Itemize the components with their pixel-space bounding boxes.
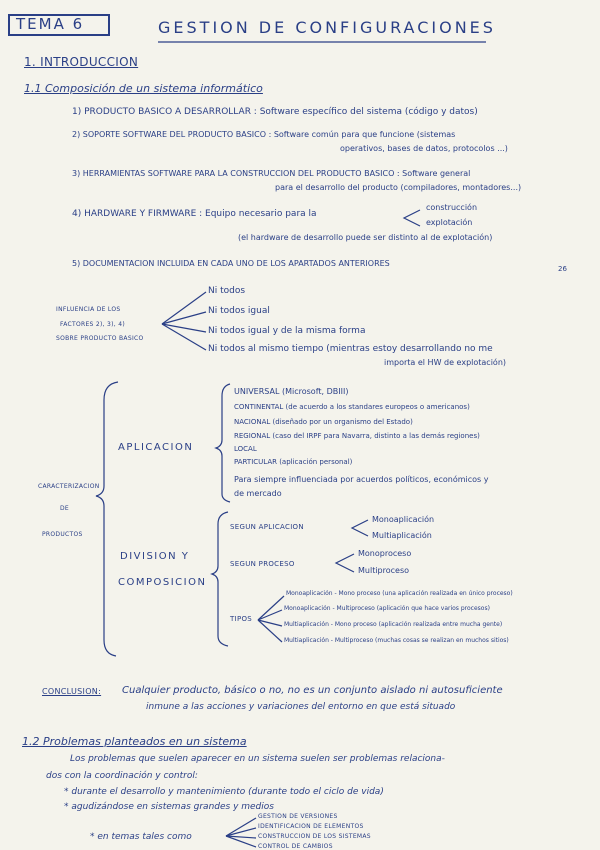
item-4-construccion: construcción bbox=[426, 203, 478, 212]
tipos-item-1: Monoaplicación - Mono proceso (una aplicación realizada en único proceso) bbox=[286, 590, 513, 597]
section-heading-introduccion: 1. INTRODUCCION bbox=[24, 55, 139, 69]
section12-bullet-2: * agudizándose en sistemas grandes y medios bbox=[64, 802, 274, 812]
influencia-label-1: INFLUENCIA DE LOS bbox=[56, 306, 121, 313]
tipos-label: TIPOS bbox=[230, 615, 253, 623]
temas-line-2 bbox=[226, 828, 256, 836]
aplicacion-regional: REGIONAL (caso del IRPF para Navarra, distinto a las demás regiones) bbox=[234, 432, 480, 440]
division-heading-1: DIVISION Y bbox=[120, 551, 190, 562]
item4-bracket bbox=[404, 210, 420, 226]
item-4: 4) HARDWARE Y FIRMWARE : Equipo necesario para la bbox=[72, 209, 317, 219]
tipos-item-4: Multiaplicación - Multiproceso (muchas cosas se realizan en muchos sitios) bbox=[284, 637, 509, 644]
influencia-line-1 bbox=[162, 292, 206, 324]
section12-bullet-1: * durante el desarrollo y mantenimiento (durante todo el ciclo de vida) bbox=[64, 787, 384, 797]
section12-bullet-3: * en temas tales como bbox=[90, 832, 192, 842]
caracterizacion-label-2: DE bbox=[60, 505, 70, 512]
tipos-line-2 bbox=[258, 610, 282, 620]
aplicacion-heading: APLICACION bbox=[118, 442, 194, 453]
tema-gestion-versiones: GESTION DE VERSIONES bbox=[258, 813, 338, 820]
influencia-option-4-cont: importa el HW de explotación) bbox=[384, 358, 507, 367]
item-3: 3) HERRAMIENTAS SOFTWARE PARA LA CONSTRUCCION DEL PRODUCTO BASICO : Software general bbox=[72, 169, 471, 178]
influencia-line-2 bbox=[162, 312, 206, 324]
segun-aplicacion-multi: Multiaplicación bbox=[372, 531, 432, 540]
temas-line-1 bbox=[226, 818, 256, 836]
segun-proceso-bracket bbox=[336, 554, 354, 572]
segun-aplicacion-label: SEGUN APLICACION bbox=[230, 523, 304, 531]
tema-identificacion: IDENTIFICACION DE ELEMENTOS bbox=[258, 823, 364, 830]
conclusion-text-2: inmune a las acciones y variaciones del entorno en que está situado bbox=[146, 702, 456, 712]
item-4-explotacion: explotación bbox=[426, 218, 473, 227]
segun-proceso-multi: Multiproceso bbox=[358, 566, 410, 575]
aplicacion-particular: PARTICULAR (aplicación personal) bbox=[234, 458, 353, 466]
item-2-cont: operativos, bases de datos, protocolos ...) bbox=[340, 144, 508, 153]
influencia-option-4: Ni todos al mismo tiempo (mientras estoy desarrollando no me bbox=[208, 344, 493, 354]
aplicacion-nacional: NACIONAL (diseñado por un organismo del Estado) bbox=[234, 418, 413, 426]
aplicacion-local: LOCAL bbox=[234, 445, 257, 453]
page-title: GESTION DE CONFIGURACIONES bbox=[158, 18, 496, 37]
item-2: 2) SOPORTE SOFTWARE DEL PRODUCTO BASICO : Software común para que funcione (sistemas bbox=[72, 130, 456, 139]
item-4-note: (el hardware de desarrollo puede ser distinto al de explotación) bbox=[238, 233, 493, 242]
influencia-label-2: FACTORES 2), 3), 4) bbox=[60, 321, 125, 328]
conclusion-label: CONCLUSION: bbox=[42, 687, 102, 696]
segun-proceso-label: SEGUN PROCESO bbox=[230, 560, 295, 568]
margin-note: 26 bbox=[558, 265, 567, 273]
item-5: 5) DOCUMENTACION INCLUIDA EN CADA UNO DE LOS APARTADOS ANTERIORES bbox=[72, 259, 390, 268]
subsection-heading-1-2: 1.2 Problemas planteados en un sistema bbox=[22, 735, 247, 748]
aplicacion-universal: UNIVERSAL (Microsoft, DBIII) bbox=[234, 387, 349, 396]
section12-p2: dos con la coordinación y control: bbox=[46, 771, 198, 781]
tipos-line-1 bbox=[258, 596, 284, 620]
aplicacion-note-2: de mercado bbox=[234, 489, 282, 498]
caracterizacion-label-1: CARACTERIZACION bbox=[38, 483, 100, 490]
tema-control-cambios: CONTROL DE CAMBIOS bbox=[258, 843, 333, 850]
division-heading-2: COMPOSICION bbox=[118, 577, 207, 588]
caracterizacion-label-3: PRODUCTOS bbox=[42, 531, 83, 538]
tipos-item-3: Multiaplicación - Mono proceso (aplicación realizada entre mucha gente) bbox=[284, 621, 503, 628]
section12-p1: Los problemas que suelen aparecer en un sistema suelen ser problemas relaciona- bbox=[70, 754, 445, 764]
influencia-option-3: Ni todos igual y de la misma forma bbox=[208, 326, 366, 336]
segun-aplicacion-mono: Monoaplicación bbox=[372, 515, 435, 524]
segun-aplicacion-bracket bbox=[352, 520, 368, 536]
division-brace bbox=[212, 512, 228, 646]
item-3-cont: para el desarrollo del producto (compiladores, montadores...) bbox=[275, 183, 522, 192]
aplicacion-continental: CONTINENTAL (de acuerdo a los standares europeos o americanos) bbox=[234, 403, 470, 411]
aplicacion-note-1: Para siempre influenciada por acuerdos políticos, económicos y bbox=[234, 475, 489, 484]
influencia-label-3: SOBRE PRODUCTO BASICO bbox=[56, 335, 144, 342]
segun-proceso-mono: Monoproceso bbox=[358, 549, 412, 558]
aplicacion-brace bbox=[216, 384, 230, 502]
tipos-item-2: Monoaplicación - Multiproceso (aplicación que hace varios procesos) bbox=[284, 605, 490, 612]
subsection-heading-1-1: 1.1 Composición de un sistema informático bbox=[24, 82, 263, 95]
tema-construccion: CONSTRUCCION DE LOS SISTEMAS bbox=[258, 833, 371, 840]
tema-label: TEMA 6 bbox=[16, 15, 85, 33]
caracterizacion-brace bbox=[96, 382, 118, 656]
conclusion-text-1: Cualquier producto, básico o no, no es un conjunto aislado ni autosuficiente bbox=[122, 685, 503, 696]
influencia-option-1: Ni todos bbox=[208, 286, 246, 296]
influencia-option-2: Ni todos igual bbox=[208, 306, 270, 316]
item-1: 1) PRODUCTO BASICO A DESARROLLAR : Software específico del sistema (código y datos) bbox=[72, 107, 478, 117]
